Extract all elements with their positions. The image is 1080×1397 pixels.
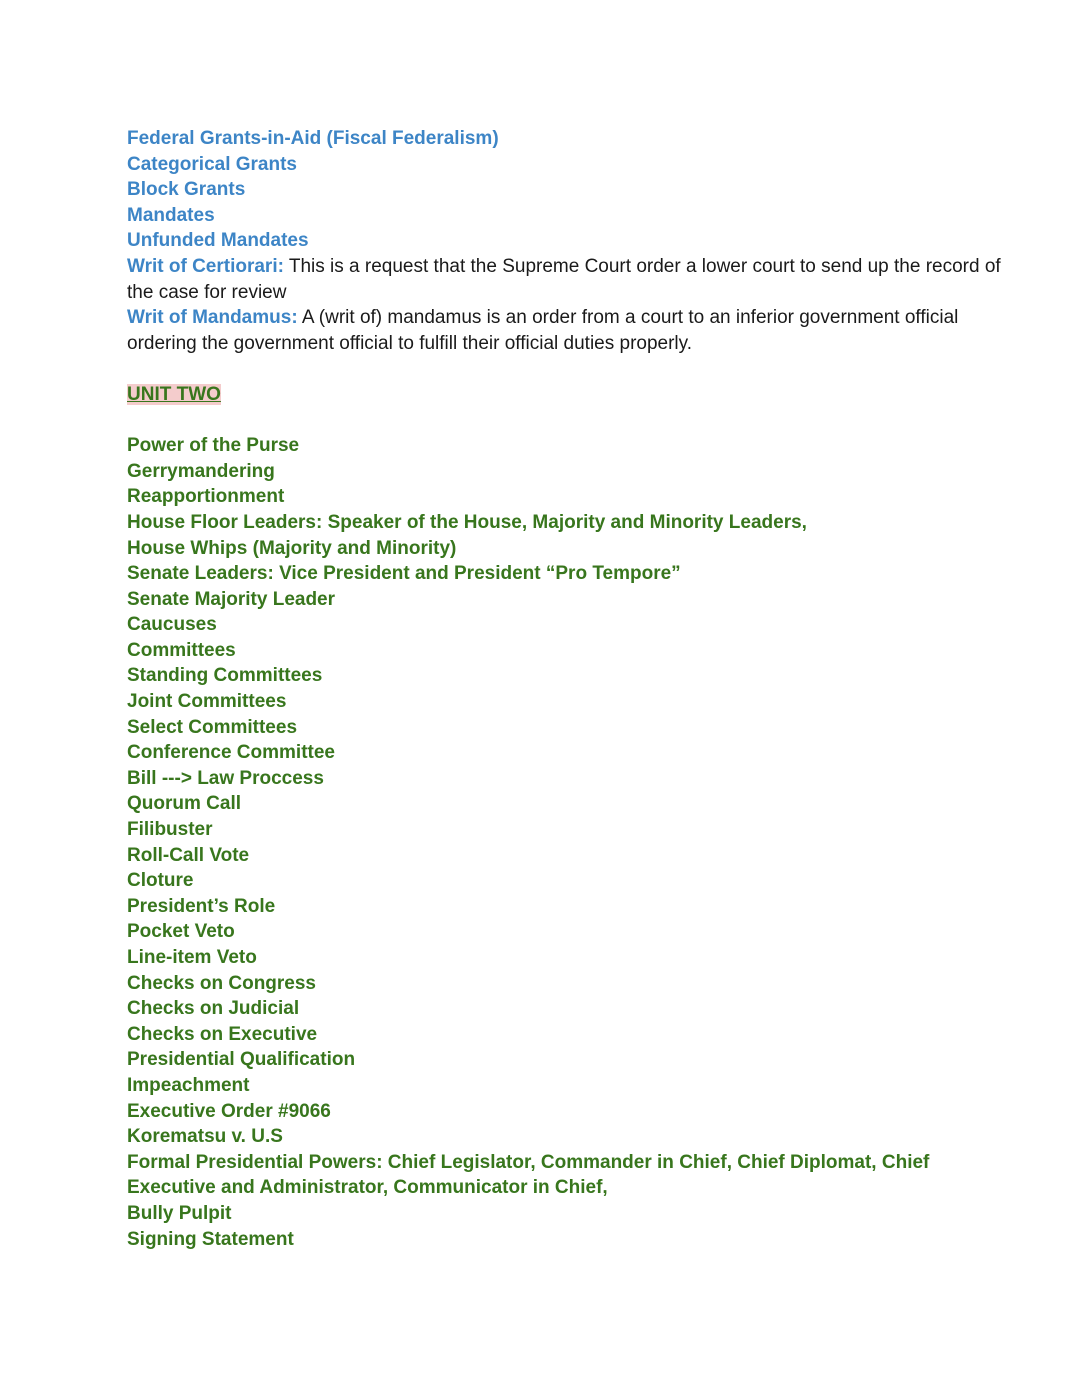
unit-two-term: Korematsu v. U.S bbox=[127, 1126, 283, 1148]
unit-two-term: Signing Statement bbox=[127, 1228, 294, 1250]
unit-two-term: Checks on Judicial bbox=[127, 998, 300, 1020]
unit-two-term: Impeachment bbox=[127, 1074, 250, 1096]
unit-two-term: Presidential Qualification bbox=[127, 1049, 356, 1071]
unit-two-term: Reapportionment bbox=[127, 486, 285, 508]
unit-two-term: Formal Presidential Powers: Chief Legislator, Commander in Chief, Chief Diplomat, Chief bbox=[127, 1151, 930, 1173]
document-body bbox=[127, 126, 1027, 1252]
definition-term: Writ of Certiorari: bbox=[127, 255, 284, 277]
unit-two-term: Filibuster bbox=[127, 819, 213, 841]
unit-two-term: Conference Committee bbox=[127, 742, 335, 764]
definition-text: This is a request that the Supreme Court order a lower court to send up the record of the case for review bbox=[127, 255, 1001, 303]
term-unfunded-mandates: Unfunded Mandates bbox=[127, 230, 309, 252]
unit-two-term-list bbox=[127, 433, 1027, 1252]
unit-two-term: Committees bbox=[127, 639, 236, 661]
unit-two-term: Cloture bbox=[127, 870, 194, 892]
unit-two-term: Pocket Veto bbox=[127, 921, 235, 943]
unit-two-term: Roll-Call Vote bbox=[127, 844, 250, 866]
term-categorical-grants: Categorical Grants bbox=[127, 153, 297, 175]
unit-two-term: Checks on Congress bbox=[127, 972, 316, 994]
unit-two-term: Standing Committees bbox=[127, 665, 323, 687]
unit-two-term: House Whips (Majority and Minority) bbox=[127, 537, 457, 559]
term-block-grants: Block Grants bbox=[127, 179, 246, 201]
unit-two-heading bbox=[127, 382, 1027, 408]
blank-line bbox=[127, 408, 1027, 434]
unit-two-heading-text: UNIT TWO bbox=[127, 383, 221, 405]
term-federal-grants: Federal Grants-in-Aid (Fiscal Federalism) bbox=[127, 128, 499, 149]
unit-two-term: House Floor Leaders: Speaker of the House, Majority and Minority Leaders, bbox=[127, 511, 807, 533]
unit-two-term: Select Committees bbox=[127, 716, 298, 738]
term-mandates: Mandates bbox=[127, 204, 215, 226]
unit-two-term: Executive Order #9066 bbox=[127, 1100, 331, 1122]
unit-two-term: Senate Leaders: Vice President and President “Pro Tempore” bbox=[127, 563, 681, 585]
unit-two-term: Power of the Purse bbox=[127, 435, 300, 457]
unit-two-term: Senate Majority Leader bbox=[127, 588, 336, 610]
unit-one-term-list bbox=[127, 126, 1027, 254]
unit-two-term: Caucuses bbox=[127, 614, 217, 636]
unit-two-term: Bill ---> Law Proccess bbox=[127, 767, 324, 789]
unit-two-term: Line-item Veto bbox=[127, 947, 257, 968]
unit-two-term: Gerrymandering bbox=[127, 460, 275, 482]
definition-writ-of-mandamus bbox=[127, 305, 1027, 356]
blank-line bbox=[127, 356, 1027, 382]
definition-term: Writ of Mandamus: bbox=[127, 307, 298, 329]
definition-writ-of-certiorari bbox=[127, 254, 1027, 305]
definition-text: A (writ of) mandamus is an order from a court to an inferior government official ordering the government official to fulfill their official duties properly. bbox=[127, 307, 959, 354]
unit-two-term: Quorum Call bbox=[127, 793, 242, 815]
unit-two-term: Checks on Executive bbox=[127, 1023, 318, 1045]
unit-two-term: Executive and Administrator, Communicator in Chief, bbox=[127, 1177, 608, 1199]
unit-two-term: Joint Committees bbox=[127, 691, 287, 713]
unit-two-term: President’s Role bbox=[127, 895, 276, 917]
unit-two-term: Bully Pulpit bbox=[127, 1202, 232, 1224]
